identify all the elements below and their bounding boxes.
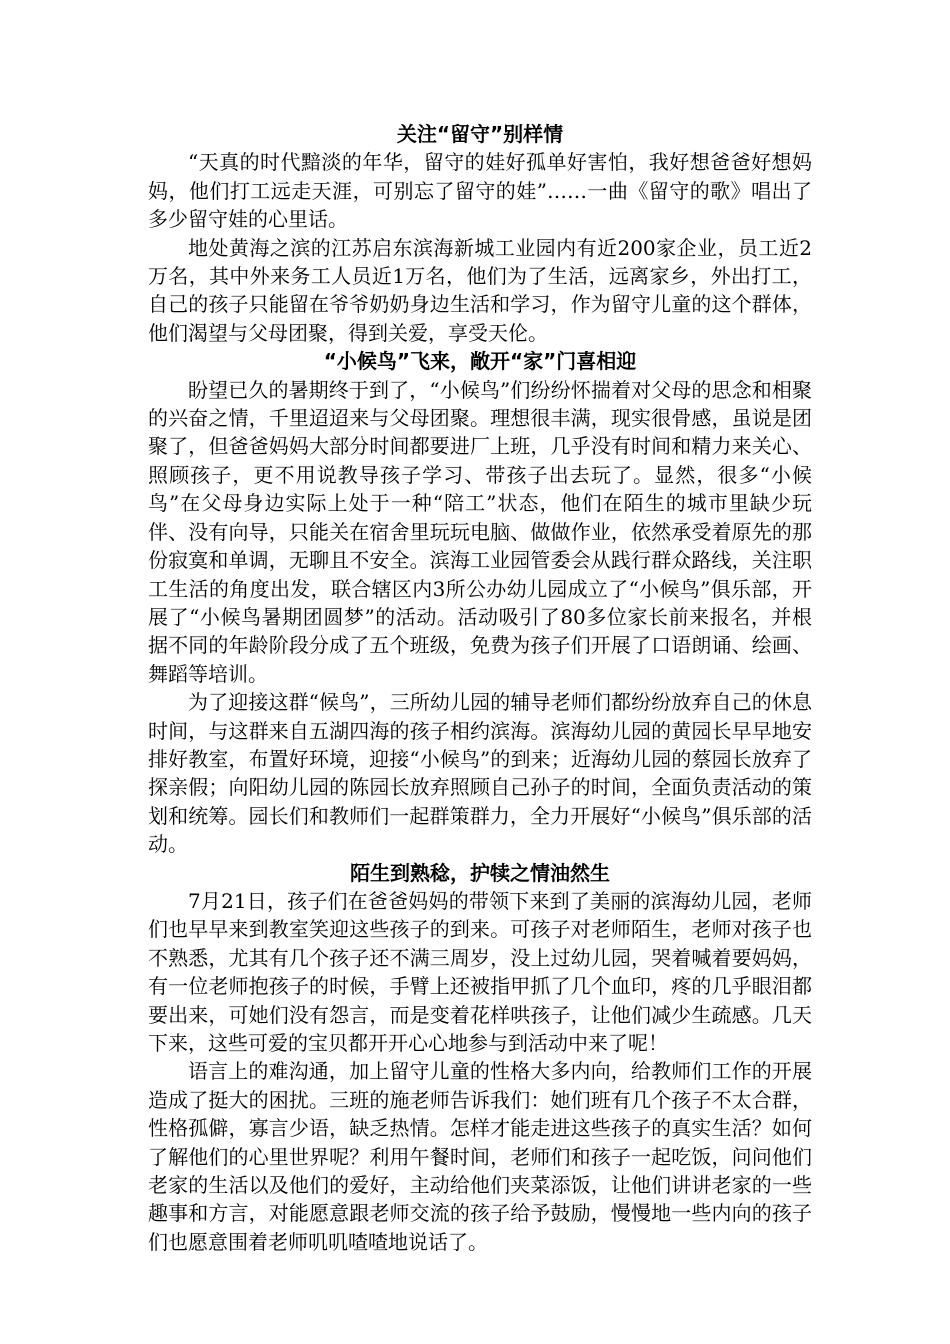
article-title: 关注“留守”别样情 <box>396 122 564 146</box>
section1-paragraph-2: 为了迎接这群“候鸟”，三所幼儿园的辅导老师们都纷纷放弃自己的休息时间，与这群来自五湖四海的孩子相约滨海。滨海幼儿园的黄园长早早地安排好教室，布置好环境，迎接“小候鸟”的到来；近海幼儿园的蔡园长放弃了探亲假；向阳幼儿园的陈园长放弃照顾自己孙子的时间，全面负责活动的策划和统筹。园长们和教师们一起群策群力，全力开展好“小候鸟”俱乐部的活动。 <box>148 690 812 857</box>
intro-paragraph-2: 地处黄海之滨的江苏启东滨海新城工业园内有近200家企业，员工近2万名，其中外来务工人员近1万名，他们为了生活，远离家乡，外出打工，自己的孩子只能留在爷爷奶奶身边生活和学习，作为留守儿童的这个群体，他们渴望与父母团聚，得到关爱，享受天伦。 <box>148 235 812 345</box>
article-body <box>148 120 812 1256</box>
section2-paragraph-1: 7月21日，孩子们在爸爸妈妈的带领下来到了美丽的滨海幼儿园，老师们也早早来到教室笑迎这些孩子的到来。可孩子对老师陌生，老师对孩子也不熟悉，尤其有几个孩子还不满三周岁，没上过幼儿园，哭着喊着要妈妈，有一位老师抱孩子的时候，手臂上还被指甲抓了几个血印，疼的几乎眼泪都要出来，可她们没有怨言，而是变着花样哄孩子，让他们减少生疏感。几天下来，这些可爱的宝贝都开开心心地参与到活动中来了呢！ <box>148 888 812 1055</box>
section-heading-1: “小候鸟”飞来，敞开“家”门喜相迎 <box>323 349 637 374</box>
section-heading-2: 陌生到熟稔，护犊之情油然生 <box>350 860 610 885</box>
section2-paragraph-2: 语言上的难沟通，加上留守儿童的性格大多内向，给教师们工作的开展造成了挺大的困扰。三班的施老师告诉我们：她们班有几个孩子不太合群，性格孤僻，寡言少语，缺乏热情。怎样才能走进这些孩子的真实生活？如何了解他们的心里世界呢？利用午餐时间，老师们和孩子一起吃饭，问问他们老家的生活以及他们的爱好，主动给他们夹菜添饭，让他们讲讲老家的一些趣事和方言，对能愿意跟老师交流的孩子给予鼓励，慢慢地一些内向的孩子们也愿意围着老师叽叽喳喳地说话了。 <box>148 1059 812 1254</box>
section1-paragraph-1: 盼望已久的暑期终于到了，“小候鸟”们纷纷怀揣着对父母的思念和相聚的兴奋之情，千里迢迢来与父母团聚。理想很丰满，现实很骨感，虽说是团聚了，但爸爸妈妈大部分时间都要进厂上班，几乎没有时间和精力来关心、照顾孩子，更不用说教导孩子学习、带孩子出去玩了。显然，很多“小候鸟”在父母身边实际上处于一种“陪工”状态，他们在陌生的城市里缺少玩伴、没有向导，只能关在宿舍里玩玩电脑、做做作业，依然承受着原先的那份寂寞和单调，无聊且不安全。滨海工业园管委会从践行群众路线，关注职工生活的角度出发，联合辖区内3所公办幼儿园成立了“小候鸟”俱乐部，开展了“小候鸟暑期团圆梦”的活动。活动吸引了80多位家长前来报名，并根据不同的年龄阶段分成了五个班级，免费为孩子们开展了口语朗诵、绘画、舞蹈等培训。 <box>148 377 812 686</box>
intro-paragraph-1: “天真的时代黯淡的年华，留守的娃好孤单好害怕，我好想爸爸好想妈妈，他们打工远走天涯，可别忘了留守的娃”……一曲《留守的歌》唱出了多少留守娃的心里话。 <box>148 150 812 232</box>
